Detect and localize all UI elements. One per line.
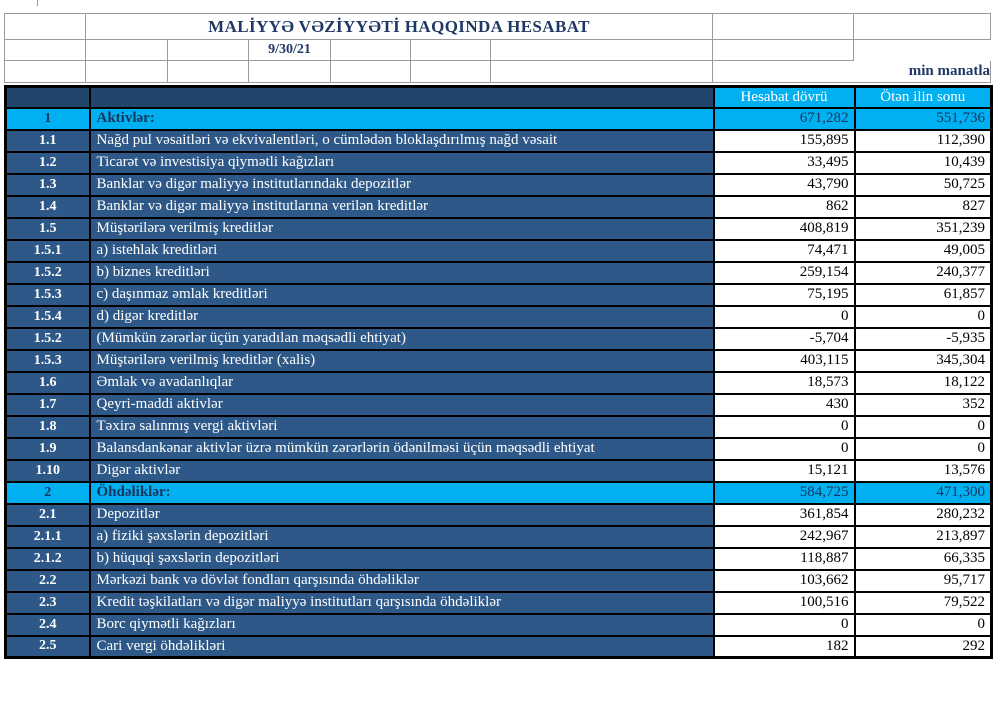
row-number-cell: 1.2	[6, 152, 90, 174]
value-prior-cell: 49,005	[855, 240, 992, 262]
pre-header-grid	[4, 13, 991, 83]
row-number-cell: 1	[6, 108, 90, 130]
row-label-cell: b) biznes kreditləri	[90, 262, 714, 284]
section-row	[6, 108, 992, 130]
value-current-cell: 15,121	[714, 460, 855, 482]
row-label-cell: a) fiziki şəxslərin depozitləri	[90, 526, 714, 548]
column-header-current: Hesabat dövrü	[714, 87, 855, 108]
table-header-row	[6, 87, 992, 108]
value-prior-cell: 351,239	[855, 218, 992, 240]
row-label-cell: Banklar və digər maliyyə institutlarındakı depozitlər	[90, 174, 714, 196]
value-current-cell: 182	[714, 636, 855, 658]
table-row	[6, 306, 992, 328]
column-header-prior: Ötən ilin sonu	[855, 87, 992, 108]
table-row	[6, 548, 992, 570]
empty-cell	[331, 40, 411, 61]
row-number-cell: 1.5.2	[6, 262, 90, 284]
row-number-cell: 1.3	[6, 174, 90, 196]
empty-cell	[86, 61, 168, 83]
row-label-cell: Banklar və digər maliyyə institutlarına verilən kreditlər	[90, 196, 714, 218]
row-number-cell: 1.10	[6, 460, 90, 482]
section-row	[6, 482, 992, 504]
financial-table	[4, 85, 993, 659]
value-prior-cell: 213,897	[855, 526, 992, 548]
row-label-cell: Müştərilərə verilmiş kreditlər	[90, 218, 714, 240]
row-number-cell: 2.1	[6, 504, 90, 526]
row-number-cell: 2.3	[6, 592, 90, 614]
value-current-cell: 100,516	[714, 592, 855, 614]
value-current-cell: 259,154	[714, 262, 855, 284]
row-label-cell: Borc qiymətli kağızları	[90, 614, 714, 636]
empty-cell	[249, 61, 331, 83]
value-current-cell: 408,819	[714, 218, 855, 240]
value-current-cell: 671,282	[714, 108, 855, 130]
value-current-cell: 155,895	[714, 130, 855, 152]
value-current-cell: 75,195	[714, 284, 855, 306]
empty-cell	[713, 40, 854, 61]
row-label-cell: b) hüquqi şəxslərin depozitləri	[90, 548, 714, 570]
row-number-cell: 1.4	[6, 196, 90, 218]
grid-artifact-line	[37, 0, 38, 6]
value-prior-cell: 10,439	[855, 152, 992, 174]
value-current-cell: 430	[714, 394, 855, 416]
table-row	[6, 372, 992, 394]
value-prior-cell: 0	[855, 306, 992, 328]
value-current-cell: 862	[714, 196, 855, 218]
empty-cell	[854, 14, 991, 40]
row-label-cell: Kredit təşkilatları və digər maliyyə institutları qarşısında öhdəliklər	[90, 592, 714, 614]
row-label-cell: Nağd pul vəsaitləri və ekvivalentləri, o cümlədən bloklaşdırılmış nağd vəsait	[90, 130, 714, 152]
row-number-cell: 1.5.3	[6, 284, 90, 306]
value-prior-cell: 240,377	[855, 262, 992, 284]
value-prior-cell: 0	[855, 614, 992, 636]
empty-cell	[411, 40, 491, 61]
row-number-cell: 2.4	[6, 614, 90, 636]
table-row	[6, 438, 992, 460]
value-current-cell: 74,471	[714, 240, 855, 262]
report-date: 9/30/21	[249, 40, 331, 61]
value-current-cell: 0	[714, 614, 855, 636]
row-number-cell: 2.2	[6, 570, 90, 592]
value-current-cell: 584,725	[714, 482, 855, 504]
row-label-cell: a) istehlak kreditləri	[90, 240, 714, 262]
row-number-cell: 2	[6, 482, 90, 504]
report-title: MALİYYƏ VƏZİYYƏTİ HAQQINDA HESABAT	[86, 14, 713, 40]
table-row	[6, 262, 992, 284]
row-number-cell: 1.5.2	[6, 328, 90, 350]
table-body	[6, 108, 992, 658]
empty-cell	[331, 61, 411, 83]
row-label-cell: Öhdəliklər:	[90, 482, 714, 504]
row-number-cell: 1.5	[6, 218, 90, 240]
table-row	[6, 350, 992, 372]
date-row	[5, 40, 991, 61]
value-prior-cell: 0	[855, 416, 992, 438]
value-prior-cell: 345,304	[855, 350, 992, 372]
table-row	[6, 394, 992, 416]
row-label-cell: (Mümkün zərərlər üçün yaradılan məqsədli ehtiyat)	[90, 328, 714, 350]
value-prior-cell: 13,576	[855, 460, 992, 482]
value-current-cell: 103,662	[714, 570, 855, 592]
row-label-cell: d) digər kreditlər	[90, 306, 714, 328]
empty-cell	[411, 61, 491, 83]
table-row	[6, 614, 992, 636]
value-prior-cell: 292	[855, 636, 992, 658]
value-current-cell: 18,573	[714, 372, 855, 394]
header-label-cell	[90, 87, 714, 108]
table-row	[6, 284, 992, 306]
value-prior-cell: 79,522	[855, 592, 992, 614]
row-label-cell: Əmlak və avadanlıqlar	[90, 372, 714, 394]
table-row	[6, 328, 992, 350]
row-label-cell: Müştərilərə verilmiş kreditlər (xalis)	[90, 350, 714, 372]
value-current-cell: 43,790	[714, 174, 855, 196]
row-label-cell: Mərkəzi bank və dövlət fondları qarşısında öhdəliklər	[90, 570, 714, 592]
row-number-cell: 2.5	[6, 636, 90, 658]
value-current-cell: 361,854	[714, 504, 855, 526]
table-row	[6, 416, 992, 438]
row-label-cell: Depozitlər	[90, 504, 714, 526]
value-prior-cell: 827	[855, 196, 992, 218]
row-label-cell: c) daşınmaz əmlak kreditləri	[90, 284, 714, 306]
table-row	[6, 570, 992, 592]
value-prior-cell: 471,300	[855, 482, 992, 504]
row-number-cell: 1.9	[6, 438, 90, 460]
empty-cell	[86, 40, 168, 61]
table-row	[6, 240, 992, 262]
row-label-cell: Digər aktivlər	[90, 460, 714, 482]
table-row	[6, 526, 992, 548]
value-prior-cell: 352	[855, 394, 992, 416]
row-label-cell: Ticarət və investisiya qiymətli kağızları	[90, 152, 714, 174]
value-current-cell: 242,967	[714, 526, 855, 548]
row-number-cell: 1.6	[6, 372, 90, 394]
empty-cell	[713, 14, 854, 40]
empty-cell	[5, 61, 86, 83]
value-current-cell: 0	[714, 416, 855, 438]
value-prior-cell: -5,935	[855, 328, 992, 350]
table-row	[6, 636, 992, 658]
value-current-cell: 0	[714, 306, 855, 328]
row-label-cell: Balansdankənar aktivlər üzrə mümkün zərərlərin ödənilməsi üçün məqsədli ehtiyat	[90, 438, 714, 460]
units-row	[5, 61, 991, 83]
row-number-cell: 1.1	[6, 130, 90, 152]
row-number-cell: 1.5.1	[6, 240, 90, 262]
table-row	[6, 174, 992, 196]
value-current-cell: 118,887	[714, 548, 855, 570]
title-row	[5, 14, 991, 40]
table-row	[6, 218, 992, 240]
row-label-cell: Cari vergi öhdəlikləri	[90, 636, 714, 658]
table-row	[6, 152, 992, 174]
table-row	[6, 460, 992, 482]
empty-cell	[5, 40, 86, 61]
value-current-cell: 403,115	[714, 350, 855, 372]
empty-cell	[5, 14, 86, 40]
table-row	[6, 196, 992, 218]
value-prior-cell: 551,736	[855, 108, 992, 130]
empty-cell	[854, 40, 991, 61]
table-row	[6, 504, 992, 526]
row-number-cell: 1.7	[6, 394, 90, 416]
header-number-cell	[6, 87, 90, 108]
value-current-cell: -5,704	[714, 328, 855, 350]
table-row	[6, 130, 992, 152]
value-current-cell: 0	[714, 438, 855, 460]
value-prior-cell: 18,122	[855, 372, 992, 394]
empty-cell	[491, 40, 713, 61]
row-label-cell: Aktivlər:	[90, 108, 714, 130]
row-number-cell: 2.1.2	[6, 548, 90, 570]
row-number-cell: 2.1.1	[6, 526, 90, 548]
value-prior-cell: 50,725	[855, 174, 992, 196]
table-row	[6, 592, 992, 614]
value-current-cell: 33,495	[714, 152, 855, 174]
units-label: min manatla	[713, 61, 991, 83]
value-prior-cell: 95,717	[855, 570, 992, 592]
value-prior-cell: 280,232	[855, 504, 992, 526]
empty-cell	[491, 61, 713, 83]
value-prior-cell: 61,857	[855, 284, 992, 306]
row-number-cell: 1.5.4	[6, 306, 90, 328]
value-prior-cell: 112,390	[855, 130, 992, 152]
empty-cell	[168, 40, 249, 61]
row-number-cell: 1.5.3	[6, 350, 90, 372]
value-prior-cell: 66,335	[855, 548, 992, 570]
row-label-cell: Qeyri-maddi aktivlər	[90, 394, 714, 416]
value-prior-cell: 0	[855, 438, 992, 460]
row-number-cell: 1.8	[6, 416, 90, 438]
empty-cell	[168, 61, 249, 83]
row-label-cell: Təxirə salınmış vergi aktivləri	[90, 416, 714, 438]
